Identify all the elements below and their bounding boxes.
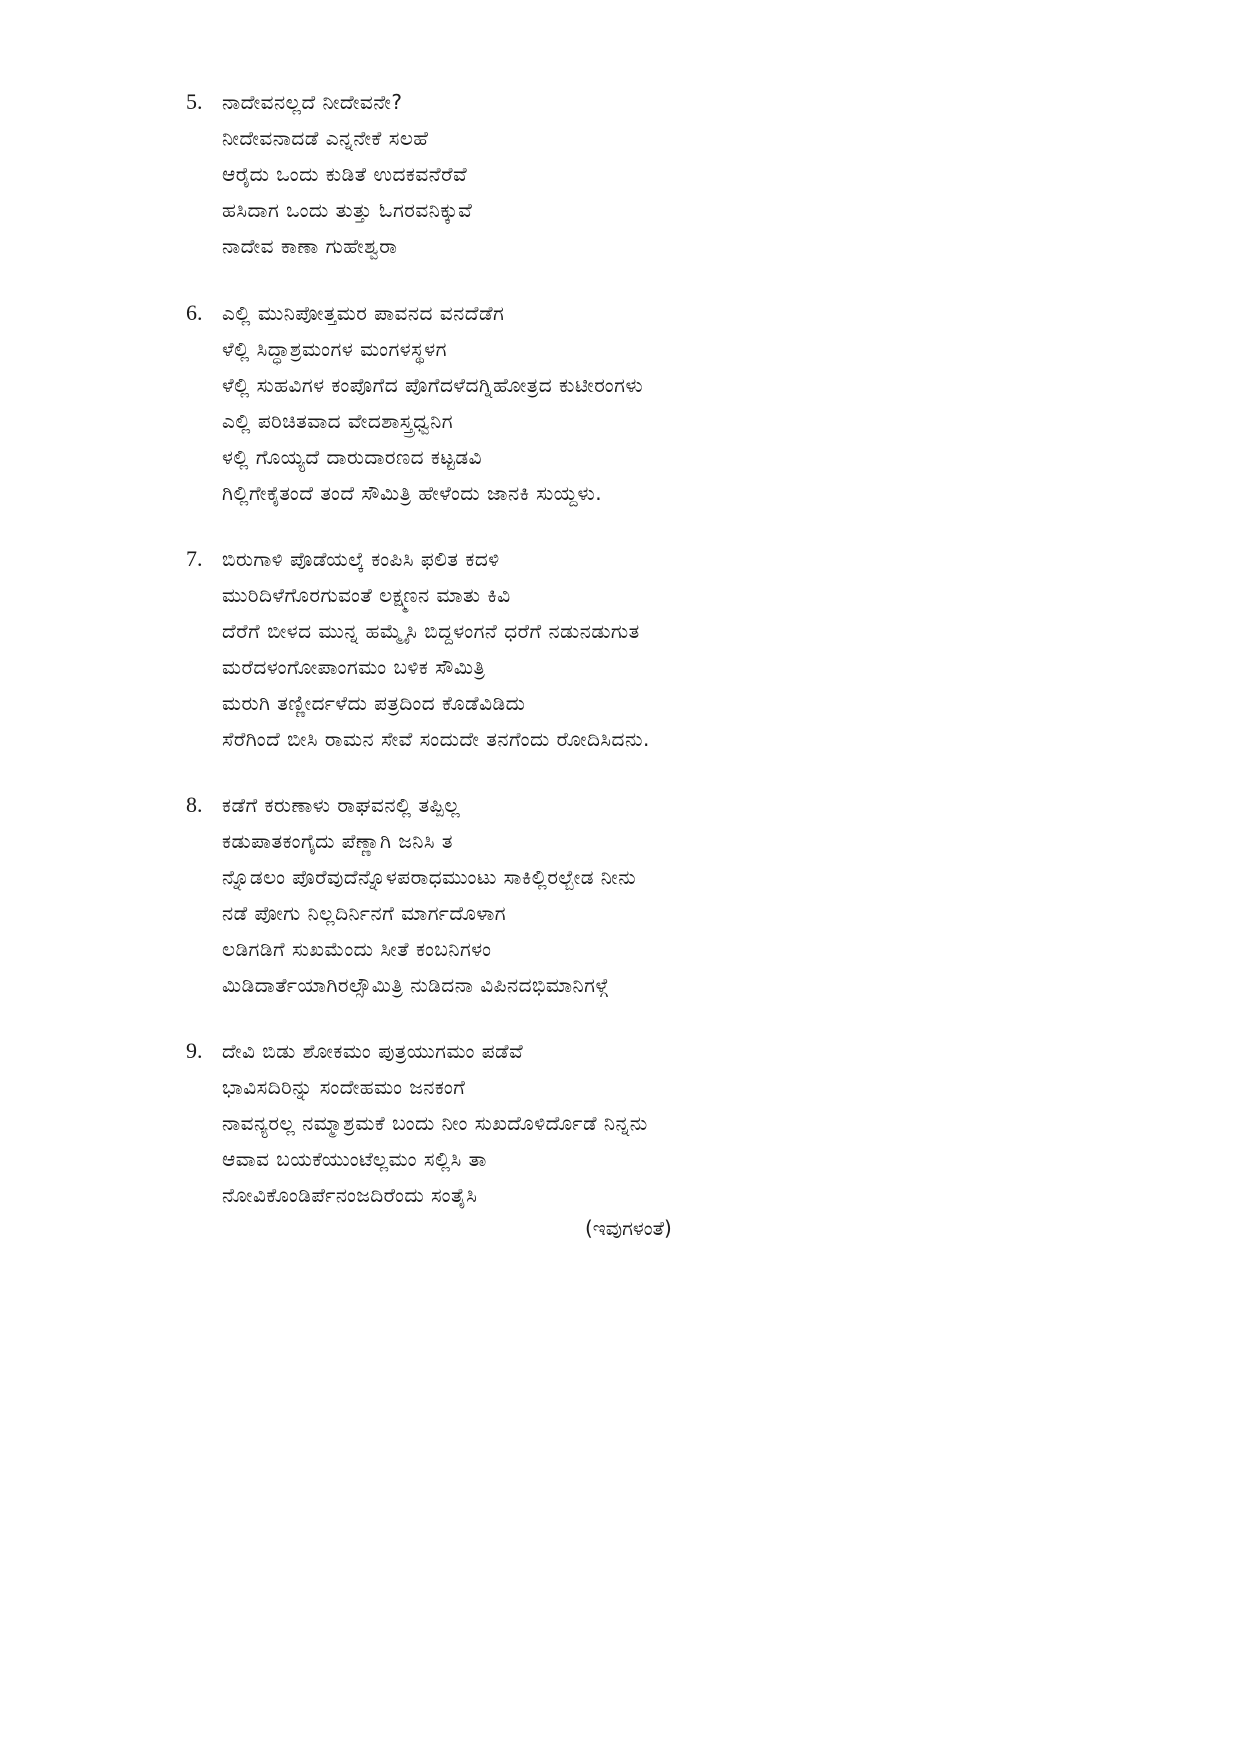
stanza-number: 9. (186, 1038, 203, 1063)
stanza-line: ಳಲ್ಲಿ ಗೊಯ್ಯದೆ ದಾರುದಾರಣದ ಕಟ್ಟಡವಿ (222, 445, 483, 469)
stanza-line: ನಾದೇವನಲ್ಲದೆ ನೀದೇವನೇ? (222, 90, 403, 114)
stanza-line: ಎಲ್ಲಿ ಮುನಿಪೋತ್ತಮರ ಪಾವನದ ವನದೆಡೆಗ (222, 301, 505, 325)
stanza-line: ನಾವನ್ಯರಲ್ಲ ನಮ್ಮಾಶ್ರಮಕೆ ಬಂದು ನೀಂ ಸುಖದೊಳಿರ್ದೊಡೆ ನಿನ್ನನು (222, 1111, 648, 1135)
stanza-line: ನೀದೇವನಾದಡೆ ಎನ್ನನೇಕೆ ಸಲಹೆ (222, 126, 429, 150)
stanza-line: ಎಲ್ಲಿ ಪರಿಚಿತವಾದ ವೇದಶಾಸ್ತ್ರಧ್ವನಿಗ (222, 409, 454, 433)
stanza-number: 6. (186, 300, 203, 325)
stanza-line: ನೋವಿಕೊಂಡಿರ್ಪೆನಂಜದಿರೆಂದು ಸಂತೈಸಿ (222, 1183, 478, 1207)
stanza-line: ಳೆಲ್ಲಿ ಸಿದ್ಧಾಶ್ರಮಂಗಳ ಮಂಗಳಸ್ಥಳಗ (222, 337, 447, 361)
stanza-line: ನಾದೇವ ಕಾಣಾ ಗುಹೇಶ್ವರಾ (222, 234, 398, 258)
stanza-line: ಲಡಿಗಡಿಗೆ ಸುಖಮೆಂದು ಸೀತೆ ಕಂಬನಿಗಳಂ (222, 937, 492, 961)
stanza-number: 5. (186, 89, 203, 114)
stanza-line: ಕಡೆಗೆ ಕರುಣಾಳು ರಾಘವನಲ್ಲಿ ತಪ್ಪಿಲ್ಲ (222, 793, 461, 817)
stanza-line: ಸೆರೆಗಿಂದೆ ಬೀಸಿ ರಾಮನ ಸೇವೆ ಸಂದುದೇ ತನಗೆಂದು ರೋದಿಸಿದನು. (222, 727, 650, 751)
stanza-line: ದೇವಿ ಬಿಡು ಶೋಕಮಂ ಪುತ್ರಯುಗಮಂ ಪಡೆವೆ (222, 1039, 524, 1063)
stanza-line: ಬಿರುಗಾಳಿ ಪೊಡೆಯಲ್ಕೆ ಕಂಪಿಸಿ ಫಲಿತ ಕದಳಿ (222, 547, 500, 571)
stanza-line: ಹಸಿದಾಗ ಒಂದು ತುತ್ತು ಓಗರವನಿಕ್ಕುವೆ (222, 198, 473, 222)
stanza-line: ದೆರೆಗೆ ಬೀಳದ ಮುನ್ನ ಹಮ್ಮೈಸಿ ಬಿದ್ದಳಂಗನೆ ಧರೆಗೆ ನಡುನಡುಗುತ (222, 619, 640, 643)
stanza-line: ಗಿಲ್ಲಿಗೇಕೈತಂದೆ ತಂದೆ ಸೌಮಿತ್ರಿ ಹೇಳೆಂದು ಜಾನಕಿ ಸುಯ್ದಳು. (222, 481, 603, 505)
stanza-line: ಭಾವಿಸದಿರಿನ್ನು ಸಂದೇಹಮಂ ಜನಕಂಗೆ (222, 1075, 466, 1099)
stanza-line: ಮುರಿದಿಳೆಗೊರಗುವಂತೆ ಲಕ್ಷ್ಮಣನ ಮಾತು ಕಿವಿ (222, 583, 511, 607)
stanza-line: ಮರುಗಿ ತಣ್ಣೀರ್ದಳೆದು ಪತ್ರದಿಂದ ಕೊಡೆವಿಡಿದು (222, 691, 526, 715)
stanza-number: 7. (186, 546, 203, 571)
stanza-line: ಆವಾವ ಬಯಕೆಯುಂಟೆಲ್ಲಮಂ ಸಲ್ಲಿಸಿ ತಾ (222, 1147, 487, 1171)
closing-note: (ಇವುಗಳಂತೆ) (585, 1216, 672, 1240)
stanza-line: ಮಿಡಿದಾರ್ತೆಯಾಗಿರಲ್ಸೌಮಿತ್ರಿ ನುಡಿದನಾ ವಿಪಿನದಭಿಮಾನಿಗಳ್ಗೆ (222, 973, 609, 997)
stanza-line: ಮರೆದಳಂಗೋಪಾಂಗಮಂ ಬಳಿಕ ಸೌಮಿತ್ರಿ (222, 655, 486, 679)
stanza-number: 8. (186, 792, 203, 817)
stanza-line: ನಡೆ ಪೋಗು ನಿಲ್ಲದಿರ್ನಿನಗೆ ಮಾರ್ಗದೊಳಾಗ (222, 901, 507, 925)
stanza-line: ಆರೈದು ಒಂದು ಕುಡಿತೆ ಉದಕವನೆರೆವೆ (222, 162, 468, 186)
stanza-line: ಳೆಲ್ಲಿ ಸುಹವಿಗಳ ಕಂಪೊಗೆದ ಪೊಗೆದಳೆದಗ್ನಿಹೋತ್ರದ ಕುಟೀರಂಗಳು (222, 373, 644, 397)
stanza-line: ಕಡುಪಾತಕಂಗೈದು ಪೆಣ್ಣಾಗಿ ಜನಿಸಿ ತ (222, 829, 453, 853)
stanza-line: ನ್ನೊಡಲಂ ಪೊರೆವುದೆನ್ನೊಳಪರಾಧಮುಂಟು ಸಾಕಿಲ್ಲಿರಲ್ಬೇಡ ನೀನು (222, 865, 637, 889)
